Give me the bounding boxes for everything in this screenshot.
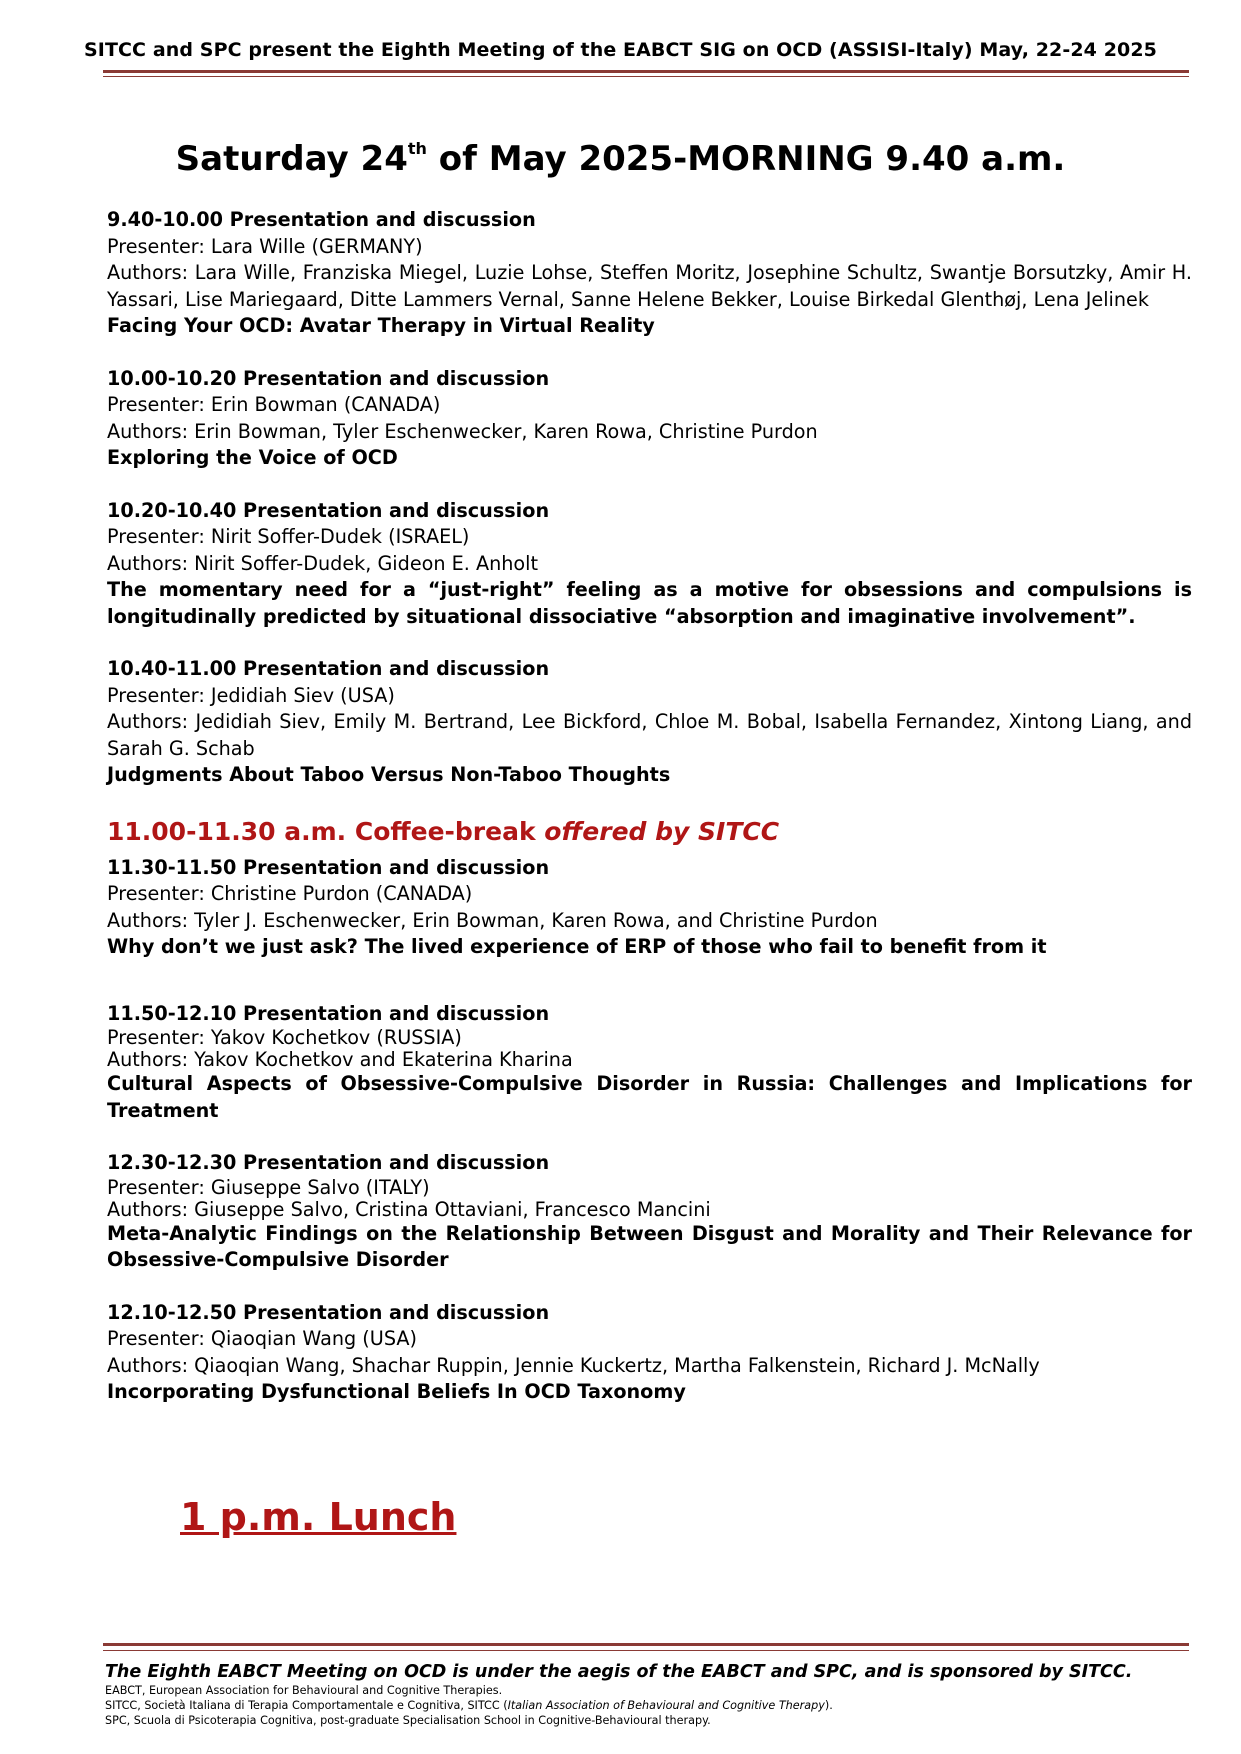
session-presenter: Presenter: Christine Purdon (CANADA) xyxy=(107,882,473,905)
session xyxy=(107,498,1192,631)
session-authors: Authors: Qiaoqian Wang, Shachar Ruppin, Jennie Kuckertz, Martha Falkenstein, Richard J. McNally xyxy=(107,1353,1040,1377)
session-authors: Authors: Tyler J. Eschenwecker, Erin Bowman, Karen Rowa, and Christine Purdon xyxy=(107,908,878,932)
session-authors: Authors: Yakov Kochetkov and Ekaterina Kharina xyxy=(107,1048,573,1071)
session xyxy=(107,855,1192,961)
session xyxy=(107,1300,1192,1406)
session-title: The momentary need for a “just-right” feeling as a motive for obsessions and compulsions is longitudinally predicted by situational dissociative “absorption and imaginative involvement”. xyxy=(107,578,1192,628)
footer-sitcc xyxy=(105,1698,1195,1713)
day-title xyxy=(0,139,1241,179)
session-slot: 10.00-10.20 Presentation and discussion xyxy=(107,366,550,390)
session-title: Why don’t we just ask? The lived experience of ERP of those who fail to benefit from it xyxy=(107,935,1047,958)
session-authors: Authors: Lara Wille, Franziska Miegel, Luzie Lohse, Steffen Moritz, Josephine Schultz, Swantje Borsutzky, Amir H. Yassari, Lise Mariegaard, Ditte Lammers Vernal, Sanne Helene Bekker, Louise Birkedal Glenthøj, Lena Jelinek xyxy=(107,261,1192,311)
session-slot: 12.10-12.50 Presentation and discussion xyxy=(107,1300,550,1324)
session xyxy=(107,207,1192,340)
session-slot: 11.30-11.50 Presentation and discussion xyxy=(107,855,550,879)
footer-sponsor-note: The Eighth EABCT Meeting on OCD is under the aegis of the EABCT and SPC, and is sponsored by SITCC. xyxy=(105,1662,1133,1682)
footer-rule-thin xyxy=(103,1650,1189,1651)
session-slot: 9.40-10.00 Presentation and discussion xyxy=(107,208,536,231)
header-rule-thick xyxy=(103,70,1189,73)
session-presenter: Presenter: Giuseppe Salvo (ITALY) xyxy=(107,1175,430,1199)
session-presenter: Presenter: Jedidiah Siev (USA) xyxy=(107,683,395,707)
footer-eabct: EABCT, European Association for Behavioural and Cognitive Therapies. xyxy=(105,1684,503,1697)
session-title: Exploring the Voice of OCD xyxy=(107,446,398,469)
session-authors: Authors: Erin Bowman, Tyler Eschenwecker, Karen Rowa, Christine Purdon xyxy=(107,419,818,443)
session xyxy=(107,1001,1192,1125)
coffee-break xyxy=(107,815,1192,849)
session-authors: Authors: Nirit Soffer-Dudek, Gideon E. Anholt xyxy=(107,551,538,575)
footer-sitcc-post: ). xyxy=(824,1699,833,1712)
session-title: Cultural Aspects of Obsessive-Compulsive Disorder in Russia: Challenges and Implications for Treatment xyxy=(107,1072,1192,1122)
lunch-label: 1 p.m. Lunch xyxy=(180,1495,457,1539)
session-presenter: Presenter: Yakov Kochetkov (RUSSIA) xyxy=(107,1026,462,1049)
session-title: Incorporating Dysfunctional Beliefs In OCD Taxonomy xyxy=(107,1380,686,1403)
session-title: Meta-Analytic Findings on the Relationship Between Disgust and Morality and Their Relevance for Obsessive-Compulsive Disorder xyxy=(107,1221,1192,1271)
day-title-sup: th xyxy=(407,139,427,158)
session-authors: Authors: Jedidiah Siev, Emily M. Bertrand, Lee Bickford, Chloe M. Bobal, Isabella Fernandez, Xintong Liang, and Sarah G. Schab xyxy=(107,710,1192,760)
session-presenter: Presenter: Lara Wille (GERMANY) xyxy=(107,234,423,258)
footer-sitcc-italic: Italian Association of Behavioural and Cognitive Therapy xyxy=(507,1699,825,1712)
session-title: Judgments About Taboo Versus Non-Taboo Thoughts xyxy=(107,763,671,786)
day-title-pre: Saturday 24 xyxy=(175,139,408,179)
footer-sitcc-pre: SITCC, Società Italiana di Terapia Comportamentale e Cognitiva, SITCC ( xyxy=(105,1699,508,1712)
header-rule-thin xyxy=(103,76,1189,77)
session-slot: 10.40-11.00 Presentation and discussion xyxy=(107,657,550,680)
session-authors: Authors: Giuseppe Salvo, Cristina Ottaviani, Francesco Mancini xyxy=(107,1197,711,1221)
session xyxy=(107,366,1192,472)
session-title: Facing Your OCD: Avatar Therapy in Virtual Reality xyxy=(107,314,655,337)
session xyxy=(107,656,1192,789)
session-slot: 11.50-12.10 Presentation and discussion xyxy=(107,1001,550,1025)
coffee-break-label: 11.00-11.30 a.m. Coffee-break xyxy=(107,816,545,846)
footer xyxy=(105,1661,1195,1728)
day-title-post: of May 2025-MORNING 9.40 a.m. xyxy=(426,139,1066,179)
session-slot: 10.20-10.40 Presentation and discussion xyxy=(107,498,550,522)
session xyxy=(107,1150,1192,1274)
footer-rule-thick xyxy=(103,1643,1189,1646)
header-title: SITCC and SPC present the Eighth Meeting of the EABCT SIG on OCD (ASSISI-Italy) May, 22-24 2025 xyxy=(84,39,1157,61)
coffee-break-note: offered by SITCC xyxy=(544,816,780,846)
session-presenter: Presenter: Erin Bowman (CANADA) xyxy=(107,393,441,416)
session-presenter: Presenter: Nirit Soffer-Dudek (ISRAEL) xyxy=(107,525,470,548)
footer-spc: SPC, Scuola di Psicoterapia Cognitiva, post-graduate Specialisation School in Cognitive-Behavioural therapy. xyxy=(105,1714,711,1727)
session-presenter: Presenter: Qiaoqian Wang (USA) xyxy=(107,1327,417,1350)
program xyxy=(107,207,1192,1432)
session-slot: 12.30-12.30 Presentation and discussion xyxy=(107,1151,550,1174)
